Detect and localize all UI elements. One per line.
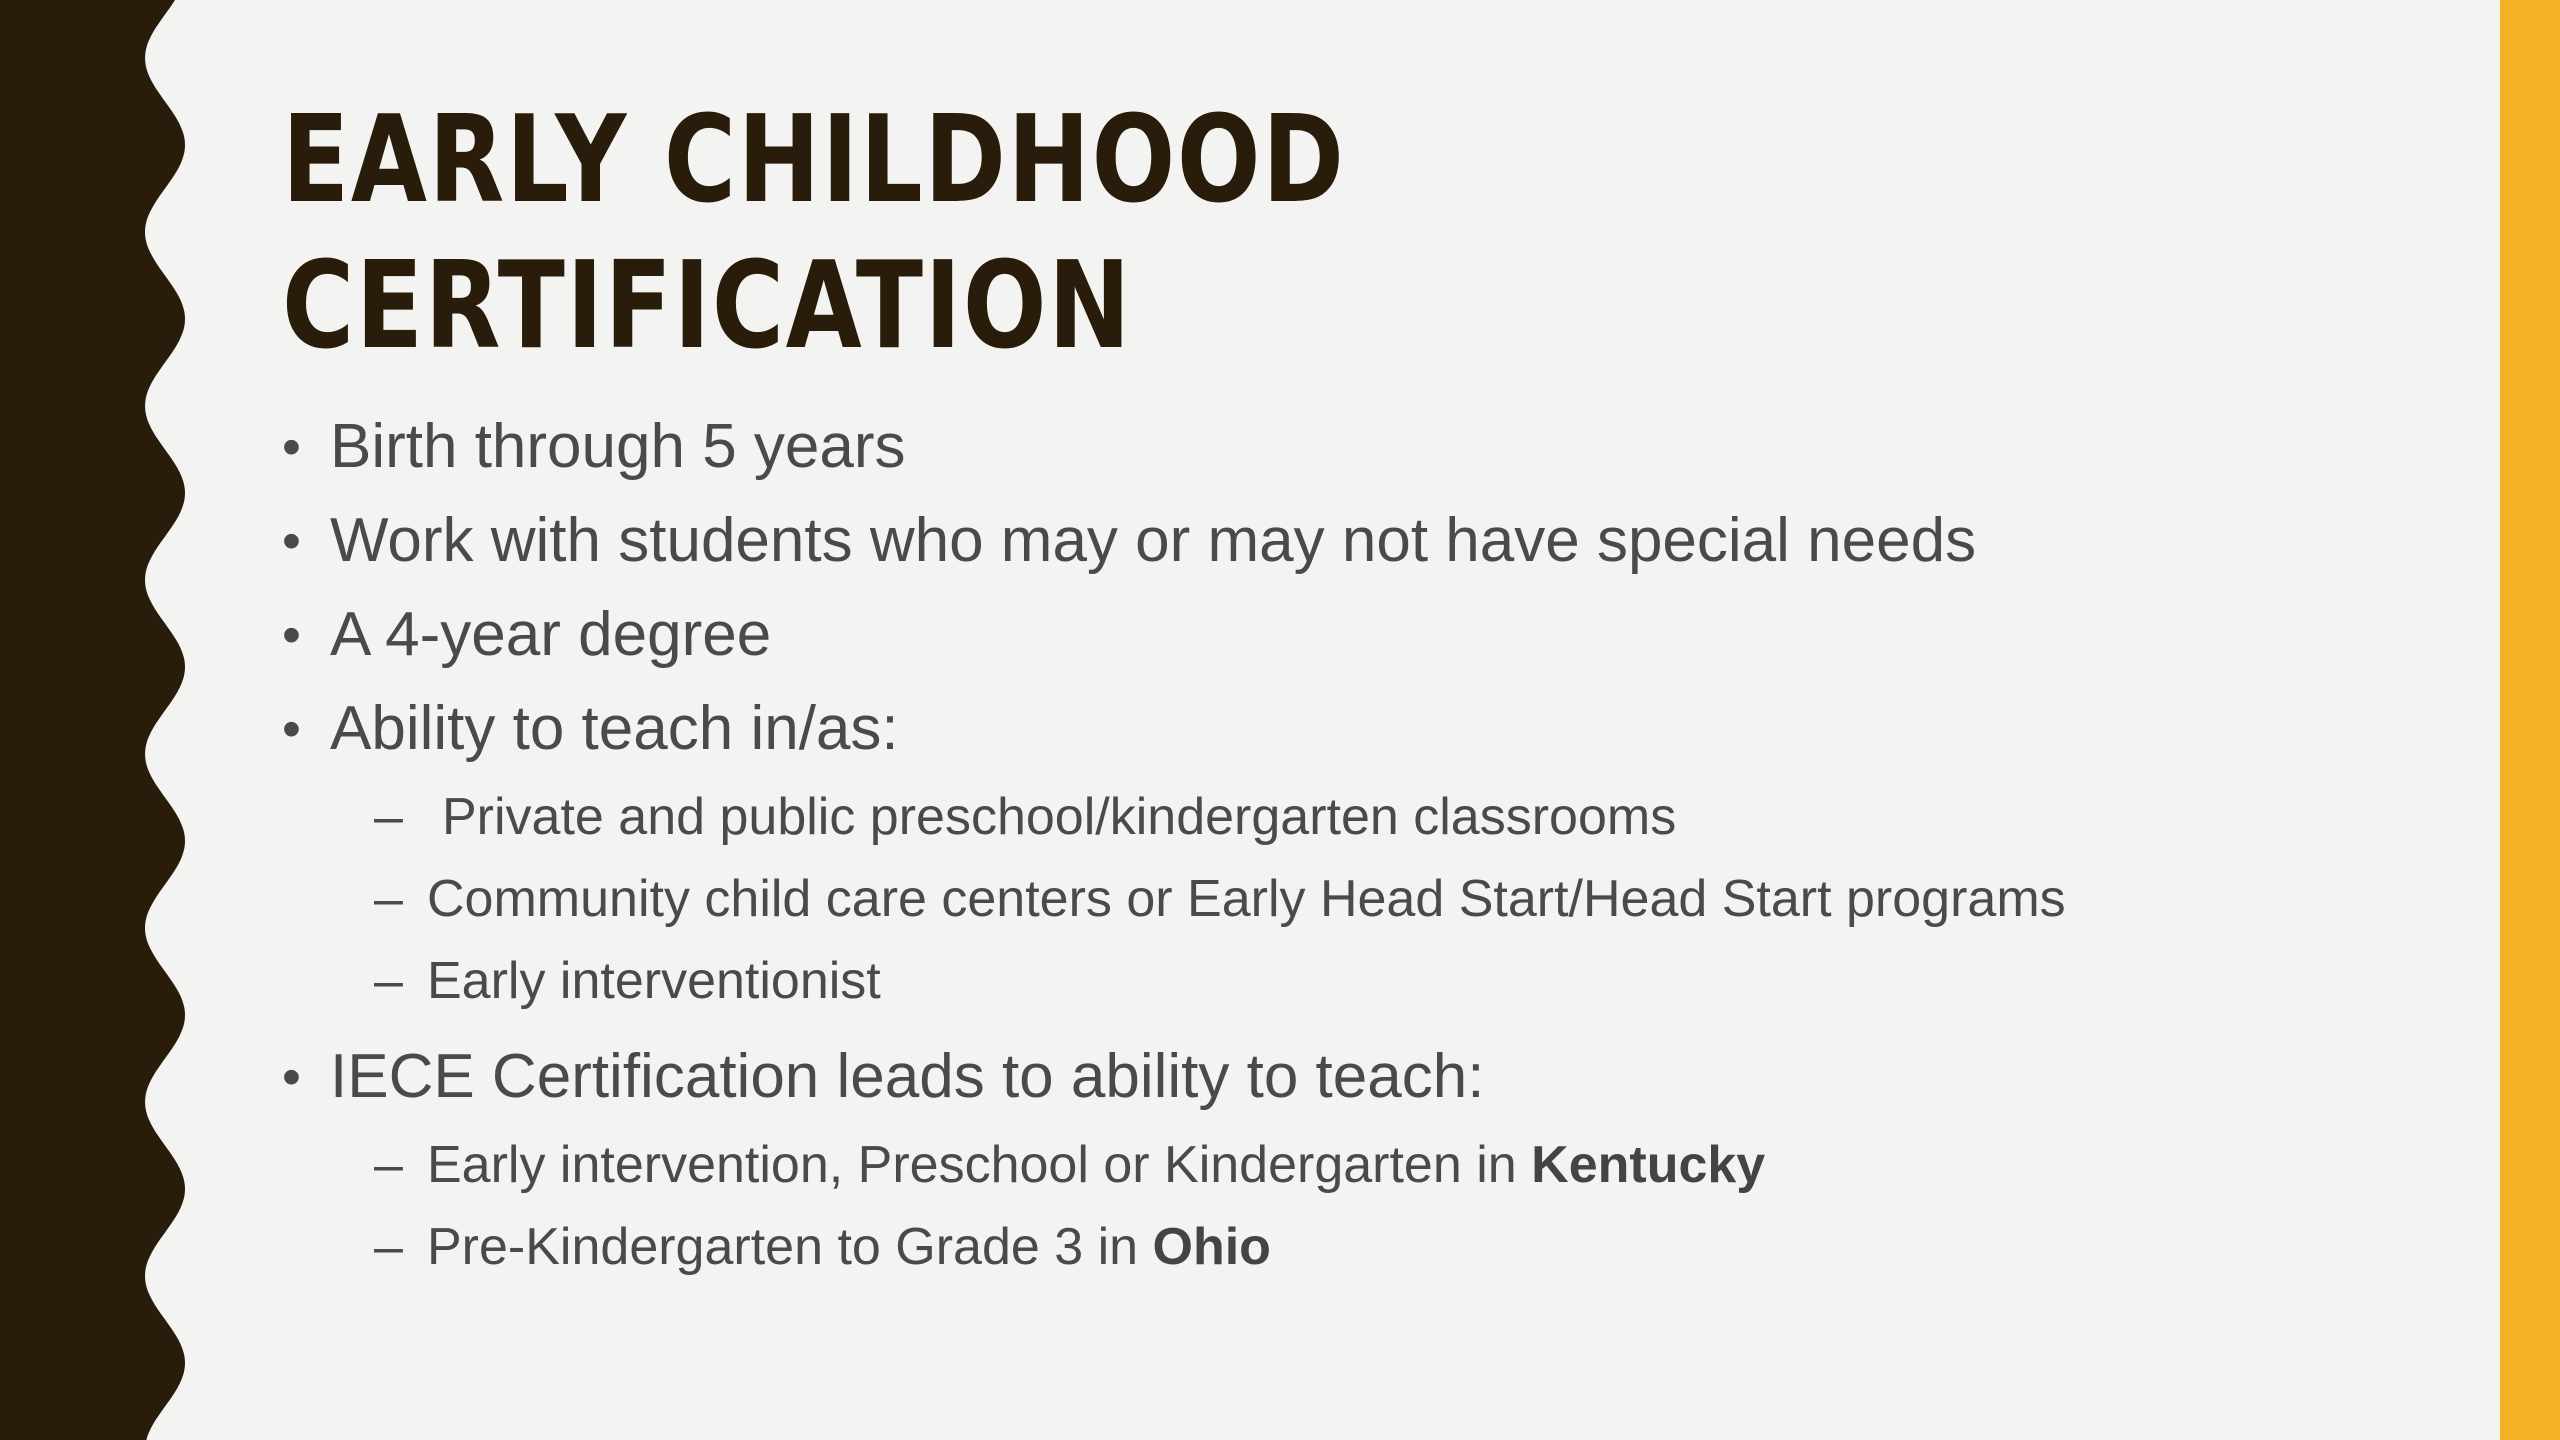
sub-bullet-text: Early intervention, Preschool or Kindergarten in	[427, 1136, 1532, 1194]
bullet-dot: •	[282, 417, 301, 477]
bullet-dot: •	[282, 605, 301, 665]
sub-bullet-dash: –	[374, 788, 403, 846]
state-name-kentucky: Kentucky	[1531, 1136, 1766, 1194]
bullet-item	[282, 588, 2282, 682]
sub-bullet-text: Community child care centers or Early Head Start/Head Start programs	[427, 870, 2066, 928]
slide-title	[282, 88, 1346, 380]
bullet-text: Work with students who may or may not have special needs	[330, 506, 1977, 575]
bullet-dot: •	[282, 511, 301, 571]
bullet-item	[282, 494, 2282, 588]
bullet-text: IECE Certification leads to ability to teach:	[330, 1042, 1485, 1111]
sub-bullet-item	[282, 1206, 2282, 1288]
bullet-list	[282, 400, 2282, 1288]
sub-bullet-item	[282, 1124, 2282, 1206]
sub-bullet-item	[282, 858, 2282, 940]
sub-bullet-text: Early interventionist	[427, 952, 881, 1010]
sub-bullet-item	[282, 940, 2282, 1022]
bullet-item	[282, 1030, 2282, 1124]
title-line-1: EARLY CHILDHOOD	[282, 91, 1346, 230]
bullet-dot: •	[282, 699, 301, 759]
sub-bullet-dash: –	[374, 952, 403, 1010]
bullet-dot: •	[282, 1047, 301, 1107]
sub-bullet-item	[282, 776, 2282, 858]
sub-bullet-dash: –	[374, 1136, 403, 1194]
title-line-2: CERTIFICATION	[282, 237, 1133, 376]
sub-bullet-dash: –	[374, 870, 403, 928]
sub-bullet-text: Private and public preschool/kindergarten classrooms	[442, 788, 1677, 846]
bullet-text: Birth through 5 years	[330, 412, 906, 481]
bullet-text: A 4-year degree	[330, 600, 772, 669]
sub-bullet-dash: –	[374, 1218, 403, 1276]
bullet-text: Ability to teach in/as:	[330, 694, 899, 763]
bullet-item	[282, 400, 2282, 494]
wavy-left-band	[0, 0, 200, 1440]
accent-bar	[2500, 0, 2560, 1440]
sub-bullet-text: Pre-Kindergarten to Grade 3 in	[427, 1218, 1153, 1276]
state-name-ohio: Ohio	[1152, 1218, 1271, 1276]
bullet-item	[282, 682, 2282, 776]
